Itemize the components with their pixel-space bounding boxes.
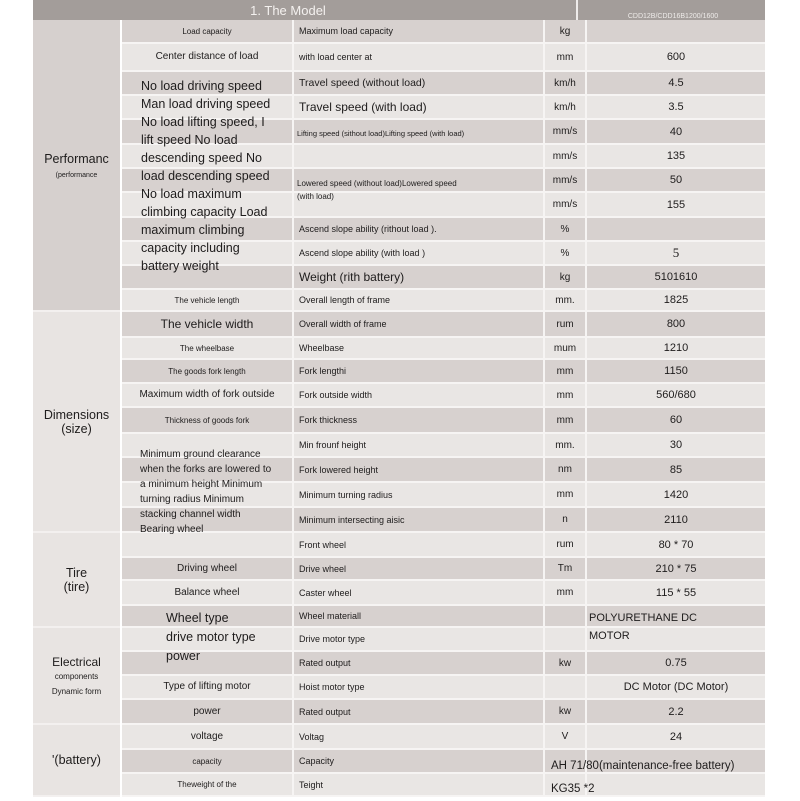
row-value: 600 [585, 44, 765, 70]
row-description: Capacity [292, 750, 543, 772]
row-unit: kg [543, 20, 585, 42]
row-unit: mm [543, 581, 585, 604]
category-dimensions [33, 312, 120, 533]
row-unit: Tm [543, 558, 585, 579]
row-unit: mm/s [543, 120, 585, 143]
table-row [122, 676, 765, 700]
table-row [122, 700, 765, 725]
row-unit: kg [543, 266, 585, 288]
row-description: Fork outside width [292, 384, 543, 406]
row-description: Voltag [292, 725, 543, 748]
row-value: 85 [585, 458, 765, 481]
row-description: Fork lowered height [292, 458, 543, 481]
row-value: 2.2 [585, 700, 765, 723]
row-value: 155 [585, 193, 765, 216]
dimension-labels-overlay: Minimum ground clearance when the forks are lowered to a minimum height Minimum turning radius Minimum stacking channel width Bearing wheel [140, 449, 272, 535]
row-description: Weight (rith battery) [292, 266, 543, 288]
row-value: 1420 [585, 483, 765, 506]
row-unit [543, 628, 585, 650]
category-electrical [33, 628, 120, 725]
category-subtitle-2: Dynamic form [51, 687, 102, 696]
row-description: Rated output [292, 700, 543, 723]
row-unit: rum [543, 533, 585, 556]
row-description: Minimum turning radius [292, 483, 543, 506]
row-unit: mm [543, 360, 585, 382]
battery-value: AH 71/80(maintenance-free battery) KG35 *2 [551, 760, 735, 795]
row-label: Type of lifting motor [163, 681, 251, 692]
row-value: 800 [585, 312, 765, 336]
row-value: 24 [585, 725, 765, 748]
row-description: with load center at [292, 44, 543, 70]
row-value: 80 * 70 [585, 533, 765, 556]
model-number: CDD12B/CDD16B1200/1600 [576, 0, 768, 20]
table-row [122, 384, 765, 408]
row-description: Travel speed (with load) [292, 96, 543, 118]
row-value: 2110 [585, 508, 765, 531]
row-label: Driving wheel [176, 562, 238, 574]
row-label: The vehicle width [160, 317, 254, 331]
category-battery [33, 725, 120, 797]
table-row [122, 20, 765, 44]
category-title: Dimensions [43, 407, 110, 422]
lifting-speed-desc: Lifting speed (sithout load)Lifting speed (with load) [297, 129, 465, 138]
row-label: voltage [190, 730, 224, 742]
category-title: '(battery) [52, 753, 101, 767]
row-value: 0.75 [585, 652, 765, 674]
category-tire [33, 533, 120, 628]
row-unit: km/h [543, 72, 585, 94]
wheel-material-value: POLYURETHANE DC MOTOR [589, 612, 697, 642]
row-value: 115 * 55 [585, 581, 765, 604]
row-description: Rated output [292, 652, 543, 674]
row-label: Load capacity [182, 26, 232, 36]
row-unit: kw [543, 700, 585, 723]
row-label: The vehicle length [174, 295, 240, 305]
row-unit: mm. [543, 434, 585, 456]
row-value: 60 [585, 408, 765, 432]
row-description: Fork lengthi [292, 360, 543, 382]
performance-labels-overlay: No load driving speed Man load driving speed No load lifting speed, I lift speed No load descending speed No load descending speed No load maximum climbing capacity Load maximum climbing capacity including battery weight [141, 79, 271, 273]
row-description: Overall length of frame [292, 290, 543, 310]
section-title: 1. The Model [250, 3, 326, 18]
row-unit: rum [543, 312, 585, 336]
row-unit [543, 606, 585, 626]
row-unit: km/h [543, 96, 585, 118]
row-unit: % [543, 218, 585, 240]
row-label: capacity [192, 756, 222, 766]
row-label: The wheelbase [179, 343, 235, 353]
row-value: DC Motor (DC Motor) [585, 676, 765, 698]
row-description: Caster wheel [292, 581, 543, 604]
category-title: Tire [65, 565, 88, 580]
row-unit: kw [543, 652, 585, 674]
category-subtitle: (performance [55, 171, 98, 179]
row-description: Maximum load capacity [292, 20, 543, 42]
table-row [122, 44, 765, 72]
row-label: power [193, 705, 221, 717]
row-unit: mm [543, 408, 585, 432]
row-description: Teight [292, 774, 543, 795]
row-description: Fork thickness [292, 408, 543, 432]
category-subtitle: (tire) [63, 579, 90, 594]
row-description: Wheel materiall [292, 606, 543, 626]
table-row [122, 581, 765, 606]
row-description: Min frounf height [292, 434, 543, 456]
row-value: 560/680 [585, 384, 765, 406]
row-description: Drive motor type [292, 628, 543, 650]
row-label: Maximum width of fork outside [139, 389, 275, 400]
row-label: Theweight of the [177, 780, 237, 789]
lowered-speed-desc: Lowered speed (without load)Lowered speed (with load) [297, 179, 457, 201]
row-unit: mm [543, 384, 585, 406]
row-unit: mum [543, 338, 585, 358]
row-unit: mm/s [543, 145, 585, 167]
table-header [33, 0, 765, 20]
row-unit [543, 676, 585, 698]
row-value: 1150 [585, 360, 765, 382]
table-row [122, 290, 765, 312]
row-description: Ascend slope ability (rithout load ). [292, 218, 543, 240]
category-title: Performanc [44, 151, 109, 166]
row-value: 4.5 [585, 72, 765, 94]
row-label: Center distance of load [155, 51, 259, 62]
category-performance [33, 20, 120, 312]
row-unit: n [543, 508, 585, 531]
row-description: Overall width of frame [292, 312, 543, 336]
table-row [122, 725, 765, 750]
row-value: 40 [585, 120, 765, 143]
row-value: 1825 [585, 290, 765, 310]
row-value: 210 * 75 [585, 558, 765, 579]
category-title: Electrical [52, 655, 101, 669]
category-subtitle: (size) [61, 421, 92, 436]
row-value: 5101610 [585, 266, 765, 288]
row-label: Thickness of goods fork [164, 415, 250, 425]
row-description: Drive wheel [292, 558, 543, 579]
row-unit: V [543, 725, 585, 748]
row-description: Travel speed (without load) [292, 72, 543, 94]
row-description [292, 145, 543, 167]
row-unit: mm. [543, 290, 585, 310]
row-description: Front wheel [292, 533, 543, 556]
table-row [122, 558, 765, 581]
row-unit: mm/s [543, 193, 585, 216]
row-description: Hoist motor type [292, 676, 543, 698]
category-subtitle: components [54, 672, 99, 681]
row-value: 5 [585, 242, 765, 264]
row-value: 135 [585, 145, 765, 167]
table-row [122, 312, 765, 338]
row-unit: % [543, 242, 585, 264]
electrical-labels-overlay: Wheel type drive motor type power [166, 611, 256, 663]
row-unit: nm [543, 458, 585, 481]
row-value: 30 [585, 434, 765, 456]
row-label: Balance wheel [174, 586, 240, 598]
table-row [122, 360, 765, 384]
row-description: Minimum intersecting aisic [292, 508, 543, 531]
row-unit: mm [543, 44, 585, 70]
row-label: The goods fork length [168, 366, 246, 376]
row-value: 50 [585, 169, 765, 191]
row-unit: mm/s [543, 169, 585, 191]
row-description: Ascend slope ability (with load ) [292, 242, 543, 264]
row-unit: mm [543, 483, 585, 506]
table-row [122, 338, 765, 360]
row-value: 1210 [585, 338, 765, 358]
table-row [122, 408, 765, 434]
row-value [585, 20, 765, 42]
row-value: 3.5 [585, 96, 765, 118]
row-value [585, 218, 765, 240]
row-description: Wheelbase [292, 338, 543, 358]
